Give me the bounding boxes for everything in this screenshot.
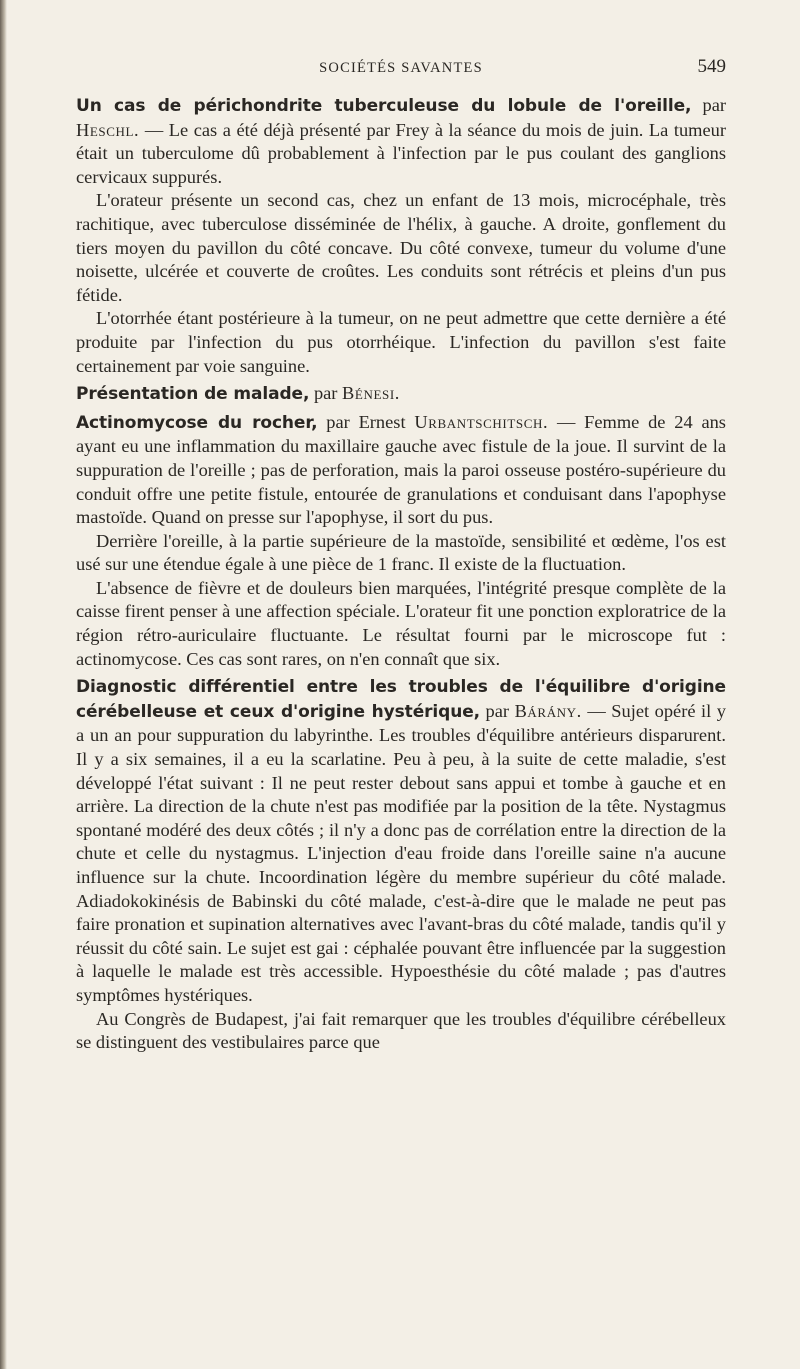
section-by: par <box>485 700 510 721</box>
section-title: Actinomycose du rocher, <box>76 412 318 433</box>
running-title: SOCIÉTÉS SAVANTES <box>319 60 483 76</box>
page-binding-edge <box>0 0 7 1369</box>
section-author: Urbantschitsch. <box>414 411 549 432</box>
section-title: Un cas de périchondrite tuberculeuse du lobule de l'oreille, <box>76 96 692 116</box>
section-author: Heschl. <box>76 119 140 140</box>
section-title: Présentation de malade, <box>76 384 310 405</box>
book-page <box>76 52 726 1055</box>
paragraph-text: — Le cas a été déjà présenté par Frey à la séance du mois de juin. La tumeur était un tuberculome dû probablement à l'infection par le pus coulant des ganglions cervicaux suppurés. <box>76 119 726 187</box>
article-body <box>76 94 726 1055</box>
paragraph-text: — Femme de 24 ans ayant eu une inflammation du maxillaire gauche avec fistule de la joue. Il survint de la suppuration de l'oreille ; pas de perforation, mais la paroi osseuse postéro-supérieure du conduit offre une petite fistule, entourée de granulations et conduisant dans l'apophyse mastoïde. Quand on presse sur l'apophyse, il sort du pus. <box>76 411 726 528</box>
paragraph: Derrière l'oreille, à la partie supérieure de la mastoïde, sensibilité et œdème, l'os est usé sur une étendue égale à une pièce de 1 franc. Il existe de la fluctuation. <box>76 530 726 575</box>
section-title: Diagnostic différentiel entre les troubles de l'équilibre d'origine cérébelleuse et ceux d'origine hystérique, <box>76 677 726 722</box>
paragraph: L'absence de fièvre et de douleurs bien marquées, l'intégrité presque complète de la caisse firent penser à une affection spéciale. L'orateur fit une ponction exploratrice de la région rétro-auriculaire fluctuante. Le résultat fourni par le microscope fut : actinomycose. Ces cas sont rares, on n'en connaît que six. <box>76 577 726 669</box>
paragraph: L'orateur présente un second cas, chez un enfant de 13 mois, microcéphale, très rachitique, avec tuberculose disséminée de l'hélix, à gauche. A droite, gonflement du tiers moyen du pavillon du côté concave. Du côté convexe, tumeur du volume d'une noisette, ulcérée et couverte de croûtes. Les conduits sont rétrécis et pleins d'un pus fétide. <box>76 190 726 305</box>
section-by: par <box>313 383 338 404</box>
paragraph-text: — Sujet opéré il y a un an pour suppuration du labyrinthe. Les troubles d'équilibre antérieurs disparurent. Il y a six semaines, il a eu la scarlatine. Peu à peu, à la suite de cette maladie, s'est développé l'état suivant : Il ne peut rester debout sans appui et tombe à gauche et en arrière. La direction de la chute n'est pas modifiée par la position de la tête. Nystagmus spontané modéré des deux côtés ; il n'y a donc pas de corrélation entre la direction de la chute et celle du nystagmus. L'injection d'eau froide dans l'oreille saine n'a aucune influence sur la chute. Incoordination légère du membre supérieur du côté malade. Adiadokokinésis de Babinski du côté malade, c'est-à-dire que le malade ne peut pas faire pronation et supination alternatives avec l'avant-bras du côté malade, tandis qu'il y réussit du côté sain. Le sujet est gai : céphalée pouvant être influencée par la suggestion à laquelle le malade est très accessible. Hypoesthésie du côté malade ; pas d'autres symptômes hystériques. <box>76 700 726 1005</box>
section-by: par Ernest <box>326 411 406 432</box>
section-barany <box>76 675 726 1007</box>
section-benesi <box>76 382 726 407</box>
paragraph: L'otorrhée étant postérieure à la tumeur, on ne peut admettre que cette dernière a été produite par l'infection du pus otorrhéique. L'infection du pavillon s'est faite certainement par voie sanguine. <box>76 308 726 376</box>
page-number: 549 <box>697 56 726 77</box>
section-by: par <box>702 95 726 115</box>
section-author: Bárány. <box>514 700 582 721</box>
section-heschl <box>76 94 726 189</box>
running-head <box>76 52 726 86</box>
paragraph: Au Congrès de Budapest, j'ai fait remarquer que les troubles d'équilibre cérébelleux se distinguent des vestibulaires parce que <box>76 1008 726 1053</box>
section-author: Bénesi. <box>342 383 400 404</box>
section-urbantschitsch <box>76 411 726 530</box>
